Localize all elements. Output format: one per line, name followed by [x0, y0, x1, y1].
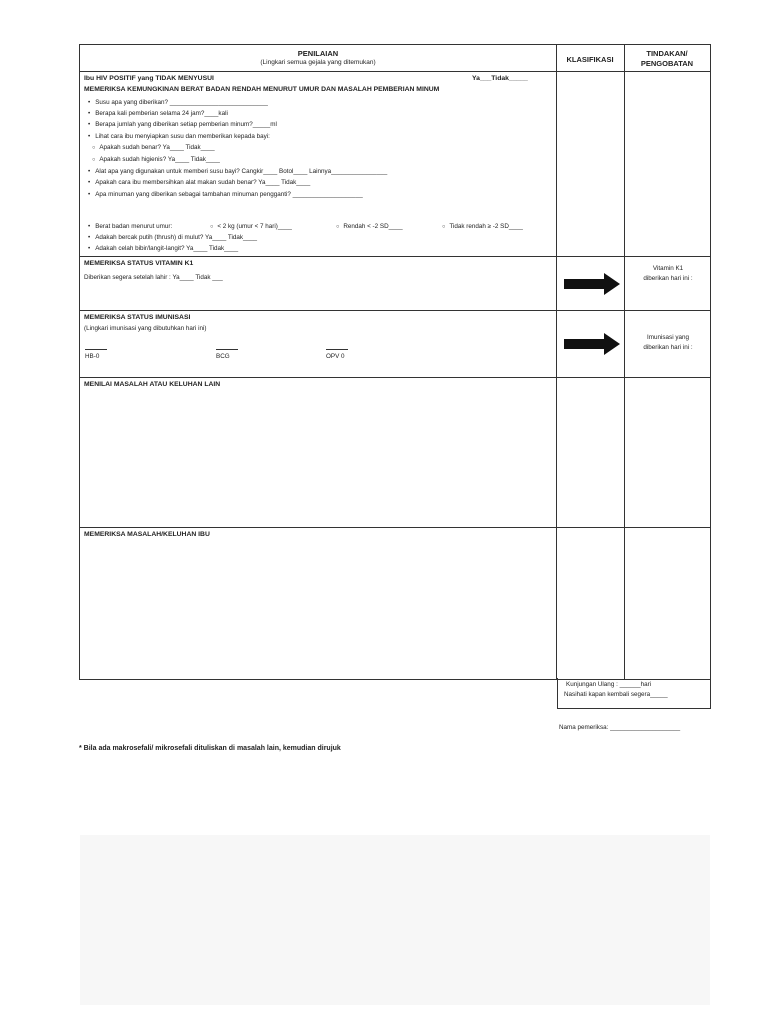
header-divider — [80, 71, 710, 72]
header-tindakan-2: PENGOBATAN — [640, 59, 694, 68]
header-penilaian: PENILAIAN — [297, 49, 339, 58]
question-feeding-frequency: • Berapa kali pemberian selama 24 jam?____kali — [88, 108, 387, 119]
header-tindakan-1: TINDAKAN/ — [646, 49, 688, 58]
header-penilaian-sub: (Lingkari semua gejala yang ditemukan) — [260, 59, 376, 66]
section-divider-4 — [80, 527, 710, 528]
assessment-form-table — [79, 44, 711, 680]
section-mother-problems-title: MEMERIKSA MASALAH/KELUHAN IBU — [84, 531, 210, 538]
weight-option-low: ○ Rendah < -2 SD____ — [336, 221, 403, 233]
question-preparation-hygienic: ○ Apakah sudah higienis? Ya____ Tidak____ — [88, 154, 387, 166]
immunization-right-2: diberikan hari ini : — [643, 344, 693, 351]
question-extra-drink: • Apa minuman yang diberikan sebagai tambahan minuman pengganti? ____________________ — [88, 189, 387, 200]
question-thrush: • Adakah bercak putih (thrush) di mulut? Ya____ Tidak____ — [88, 232, 257, 243]
column-divider-klasifikasi — [556, 45, 557, 679]
header-klasifikasi: KLASIFIKASI — [566, 55, 614, 64]
immunization-opv0: OPV 0 — [326, 353, 345, 360]
faded-page-area — [80, 835, 710, 1005]
section-divider-2 — [80, 310, 710, 311]
section-weight-feeding-title: MEMERIKSA KEMUNGKINAN BERAT BADAN RENDAH MENURUT UMUR DAN MASALAH PEMBERIAN MINUM — [84, 86, 440, 93]
question-preparation-correct: ○ Apakah sudah benar? Ya____ Tidak____ — [88, 142, 387, 154]
question-feeding-amount: • Berapa jumlah yang diberikan setiap pemberian minum?_____ml — [88, 119, 387, 130]
immunization-hb0: HB-0 — [85, 353, 100, 360]
question-cleft: • Adakah celah bibir/langit-langit? Ya____ Tidak____ — [88, 243, 257, 254]
footnote: * Bila ada makrosefali/ mikrosefali dituliskan di masalah lain, kemudian dirujuk — [79, 745, 341, 752]
hiv-positive-label: Ibu HIV POSITIF yang TIDAK MENYUSUI — [84, 75, 214, 82]
weight-option-not-low: ○ Tidak rendah ≥ -2 SD____ — [442, 221, 523, 233]
arrow-right-icon — [564, 273, 622, 295]
immunization-sub: (Lingkari imunisasi yang dibutuhkan hari ini) — [84, 325, 207, 332]
bcg-line — [216, 349, 238, 350]
opv0-line — [326, 349, 348, 350]
immunization-right-1: Imunisasi yang — [647, 334, 689, 341]
vitamin-k1-right-2: diberikan hari ini : — [643, 275, 693, 282]
immunization-bcg: BCG — [216, 353, 230, 360]
hb0-line — [85, 349, 107, 350]
question-feeding-tool: • Alat apa yang digunakan untuk memberi susu bayi? Cangkir____ Botol____ Lainnya________________ — [88, 166, 387, 177]
section-vitamin-k1-title: MEMERIKSA STATUS VITAMIN K1 — [84, 260, 194, 267]
follow-up-box — [557, 678, 711, 709]
section-divider-1 — [80, 256, 710, 257]
arrow-right-icon — [564, 333, 622, 355]
section-other-problems-title: MENILAI MASALAH ATAU KELUHAN LAIN — [84, 381, 221, 388]
advise-return: Nasihati kapan kembali segera_____ — [564, 691, 668, 698]
column-divider-tindakan — [624, 45, 625, 679]
hiv-ya-tidak: Ya___Tidak_____ — [472, 75, 528, 82]
question-weight-label: • Berat badan menurut umur: — [88, 221, 172, 232]
section-divider-3 — [80, 377, 710, 378]
vitamin-k1-given-line: Diberikan segera setelah lahir : Ya____ Tidak ___ — [84, 274, 223, 281]
question-preparation: • Lihat cara ibu menyiapkan susu dan memberikan kepada bayi: — [88, 131, 387, 142]
question-milk-type: • Susu apa yang diberikan? ____________________________ — [88, 97, 387, 108]
question-cleaning: • Apakah cara ibu membersihkan alat makan sudah benar? Ya____ Tidak____ — [88, 177, 387, 188]
section-immunization-title: MEMERIKSA STATUS IMUNISASI — [84, 314, 191, 321]
examiner-name: Nama pemeriksa: ____________________ — [559, 724, 681, 731]
weight-option-under-2kg: ○ < 2 kg (umur < 7 hari)____ — [210, 221, 292, 233]
follow-up-visit: Kunjungan Ulang : ______hari — [566, 681, 652, 688]
vitamin-k1-right-1: Vitamin K1 — [652, 265, 684, 272]
